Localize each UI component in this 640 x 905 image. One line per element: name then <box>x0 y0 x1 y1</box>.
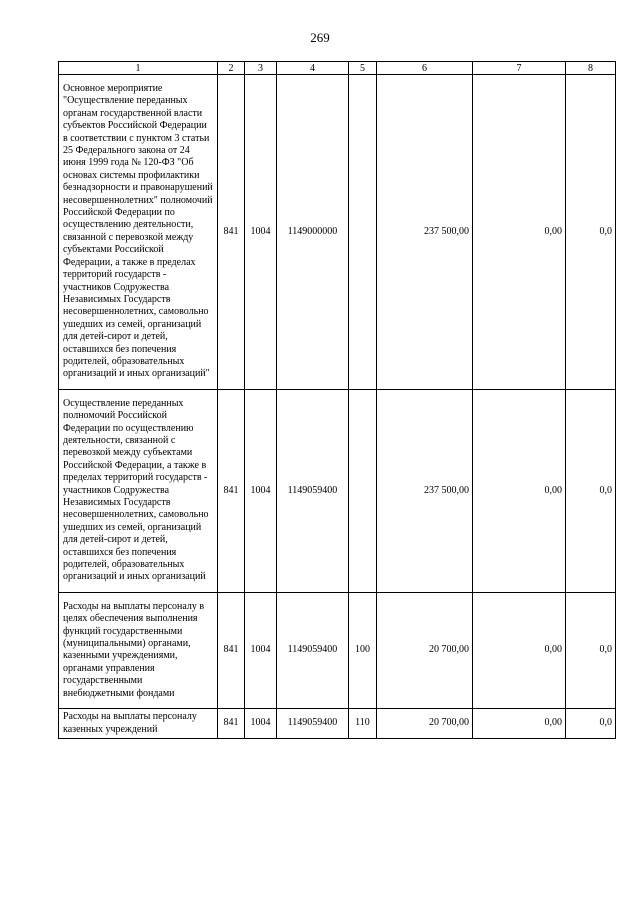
row-amount: 20 700,00 <box>377 592 473 708</box>
row-target-article: 1149059400 <box>277 592 349 708</box>
row-expense-type: 110 <box>349 709 377 739</box>
column-header-3: 3 <box>245 62 277 75</box>
column-header-5: 5 <box>349 62 377 75</box>
column-header-8: 8 <box>566 62 616 75</box>
row-section-code: 1004 <box>245 709 277 739</box>
row-section-code: 1004 <box>245 592 277 708</box>
table-row <box>59 75 616 390</box>
row-name: Расходы на выплаты персоналу казенных учреждений <box>59 709 218 739</box>
table-row <box>59 709 616 739</box>
column-header-4: 4 <box>277 62 349 75</box>
row-expense-type <box>349 75 377 390</box>
row-executed: 0,00 <box>473 389 566 592</box>
row-ministry-code: 841 <box>218 709 245 739</box>
column-header-6: 6 <box>377 62 473 75</box>
row-percent: 0,0 <box>566 389 616 592</box>
column-header-2: 2 <box>218 62 245 75</box>
row-name: Расходы на выплаты персоналу в целях обеспечения выполнения функций государственными (муниципальными) органами, казенными учреждениями, органами управления государственными внебюджетными фондами <box>59 592 218 708</box>
table-row <box>59 592 616 708</box>
row-section-code: 1004 <box>245 389 277 592</box>
row-expense-type: 100 <box>349 592 377 708</box>
row-amount: 237 500,00 <box>377 389 473 592</box>
row-percent: 0,0 <box>566 592 616 708</box>
row-amount: 20 700,00 <box>377 709 473 739</box>
row-executed: 0,00 <box>473 709 566 739</box>
row-executed: 0,00 <box>473 75 566 390</box>
row-percent: 0,0 <box>566 75 616 390</box>
row-target-article: 1149059400 <box>277 389 349 592</box>
column-header-7: 7 <box>473 62 566 75</box>
row-name: Осуществление переданных полномочий Российской Федерации по осуществлению деятельности, связанной с перевозкой между субъектами Российской Федерации, а также в пределах территорий государств - участников Содружества Независимых Государств несовершеннолетних, самовольно ушедших из семей, организаций для детей-сирот и детей, оставшихся без попечения родителей, образовательных организаций и иных организаций <box>59 389 218 592</box>
row-target-article: 1149059400 <box>277 709 349 739</box>
row-percent: 0,0 <box>566 709 616 739</box>
row-name: Основное мероприятие "Осуществление переданных органам государственной власти субъектов Российской Федерации в соответствии с пунктом 3 статьи 25 Федерального закона от 24 июня 1999 года № 120-ФЗ "Об основах системы профилактики безнадзорности и правонарушений несовершеннолетних" полномочий Российской Федерации по осуществлению деятельности, связанной с перевозкой между субъектами Российской Федерации, а также в пределах территорий государств - участников Содружества Независимых Государств несовершеннолетних, самовольно ушедших из семей, организаций для детей-сирот и детей, оставшихся без попечения родителей, образовательных организаций и иных организаций" <box>59 75 218 390</box>
header-row <box>59 62 616 75</box>
row-executed: 0,00 <box>473 592 566 708</box>
column-header-1: 1 <box>59 62 218 75</box>
row-expense-type <box>349 389 377 592</box>
row-target-article: 1149000000 <box>277 75 349 390</box>
page-number: 269 <box>310 30 330 45</box>
row-ministry-code: 841 <box>218 75 245 390</box>
row-ministry-code: 841 <box>218 389 245 592</box>
row-amount: 237 500,00 <box>377 75 473 390</box>
table-row <box>59 389 616 592</box>
row-ministry-code: 841 <box>218 592 245 708</box>
row-section-code: 1004 <box>245 75 277 390</box>
budget-table <box>58 61 616 739</box>
